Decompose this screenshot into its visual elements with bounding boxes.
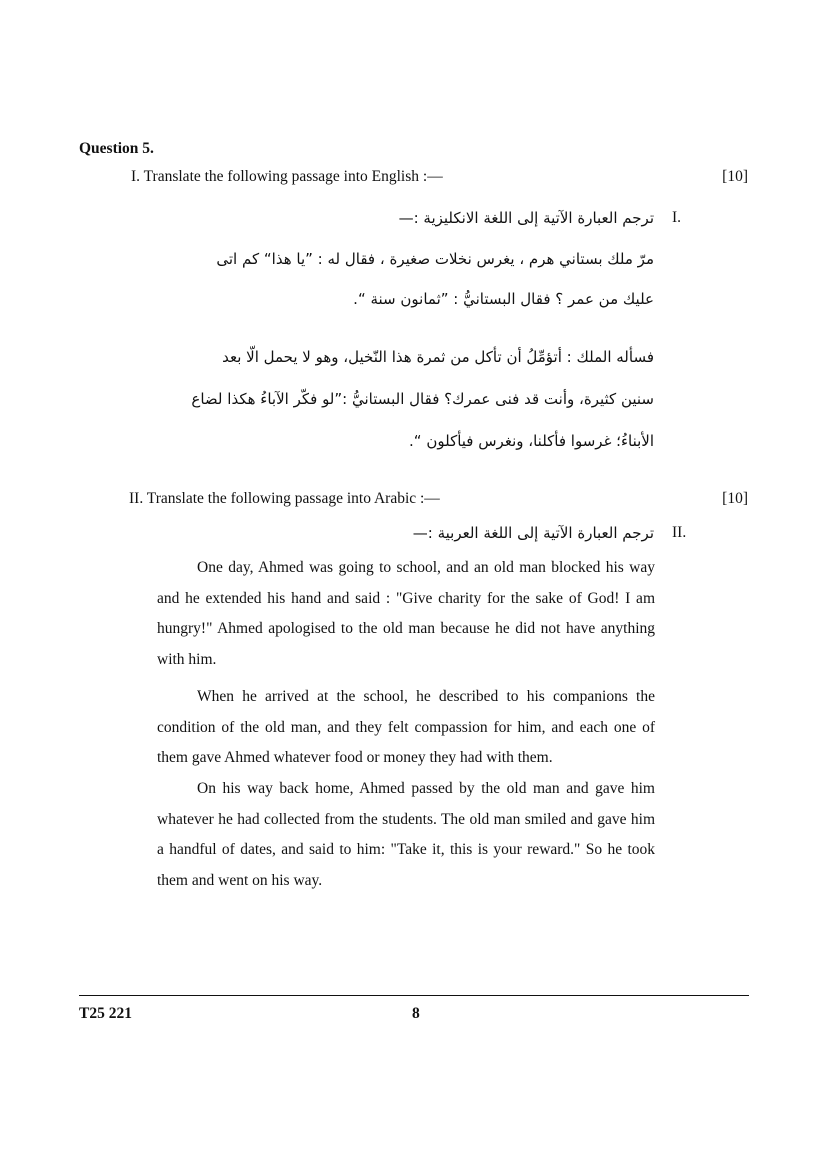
section1-arabic-number: I. [672,209,682,226]
section2-arabic-heading: ترجم العبارة الآتية إلى اللغة العربية :— [412,524,654,542]
section1-marks: [10] [722,168,748,185]
arabic-passage-line: عليك من عمر ؟ فقال البستانيُّ : ”ثمانون سنة “. [353,290,654,308]
paper-code: T25 221 [79,1005,132,1022]
section1-heading: I. Translate the following passage into English :— [131,168,443,185]
english-paragraph-3: On his way back home, Ahmed passed by the old man and gave him whatever he had collected from the students. The old man smiled and gave him a handful of dates, and said to him: "Take it, this is your reward." So he took them and went on his way. [157,780,655,889]
english-paragraph-1: One day, Ahmed was going to school, and an old man blocked his way and he extended his hand and said : "Give charity for the sake of God! I am hungry!" Ahmed apologised to the old man because he did not have anything with him. [157,559,655,668]
arabic-passage-line: مرّ ملك بستاني هرم ، يغرس نخلات صغيرة ، فقال له : ”يا هذا“ كم اتى [216,250,654,268]
section1-arabic-heading: ترجم العبارة الآتية إلى اللغة الانكليزية :— [398,209,654,227]
arabic-passage-line: سنين كثيرة، وأنت قد فنى عمرك؟ فقال البستانيُّ :”لو فكّر الآباءُ هكذا لضاع [191,390,654,408]
english-paragraph-2: When he arrived at the school, he described to his companions the condition of the old man, and they felt compassion for him, and each one of them gave Ahmed whatever food or money they had with them. [157,688,655,766]
page-number: 8 [412,1005,420,1022]
arabic-passage-line: الأبناءُ؛ غرسوا فأكلنا، ونغرس فيأكلون “. [409,432,654,450]
section2-heading: II. Translate the following passage into Arabic :— [129,490,440,507]
question-title: Question 5. [79,140,154,157]
arabic-passage-line: فسأله الملك : أتؤمِّلُ أن تأكل من ثمرة هذا النّخيل، وهو لا يحمل الّا بعد [222,348,654,366]
section2-marks: [10] [722,490,748,507]
section2-arabic-number: II. [672,524,687,541]
footer-divider [79,995,749,996]
